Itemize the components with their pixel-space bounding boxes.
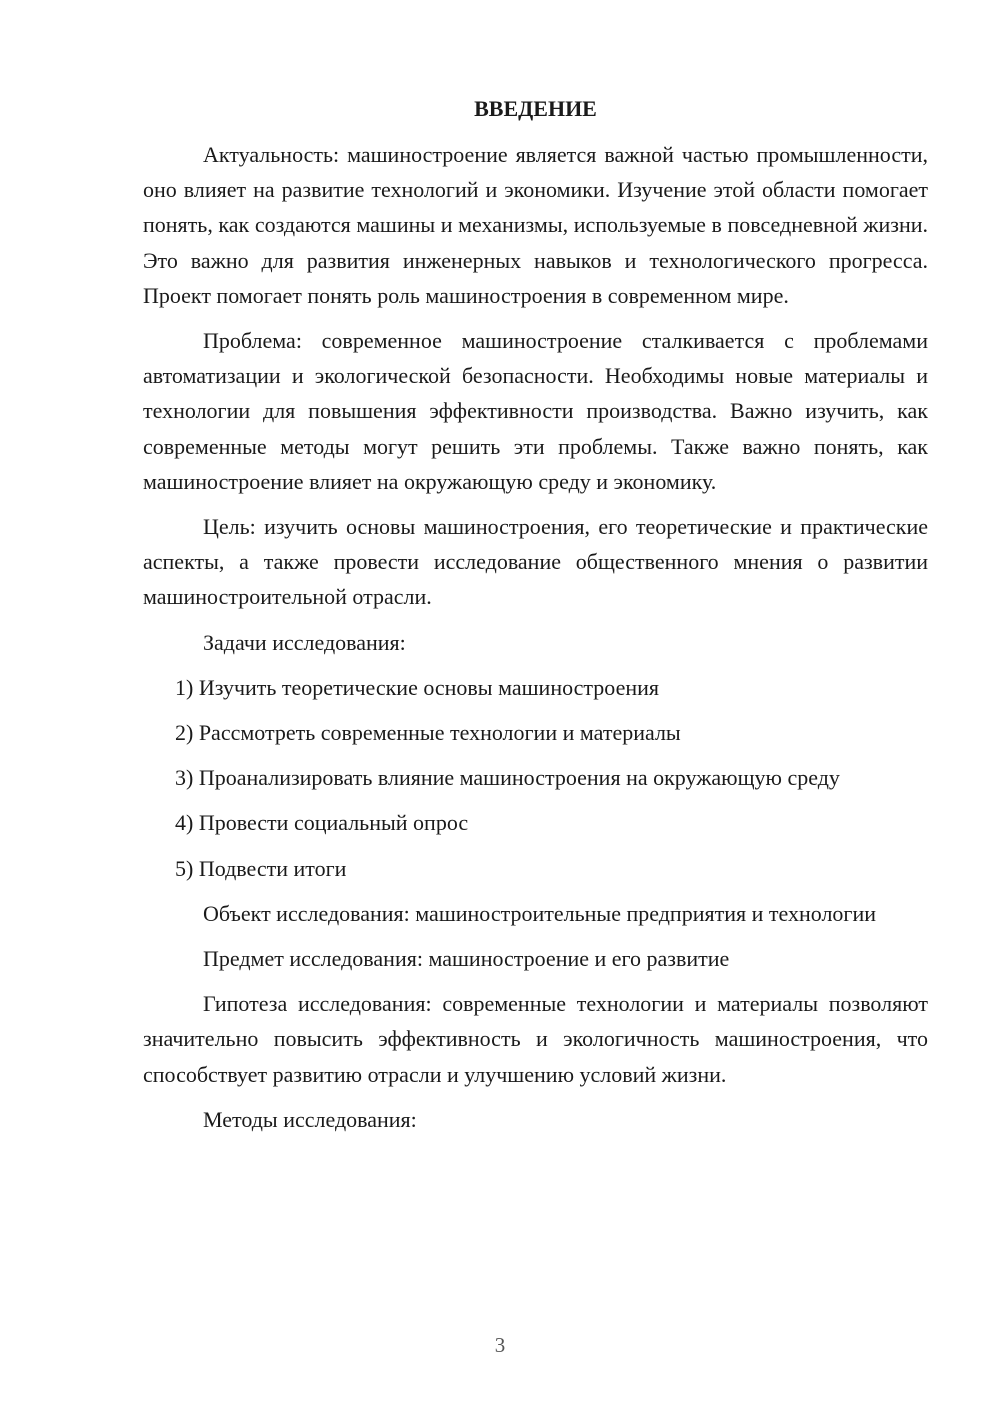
list-item: 1) Изучить теоретические основы машиностроения	[175, 674, 659, 700]
paragraph-subject: Предмет исследования: машиностроение и его развитие	[203, 946, 730, 972]
paragraph-goal: Цель: изучить основы машиностроения, его теоретические и практические аспекты, а также провести исследование общественного мнения о развитии машиностроительной отрасли.	[143, 514, 928, 610]
methods-heading: Методы исследования:	[203, 1106, 417, 1132]
list-item: 5) Подвести итоги	[175, 855, 347, 881]
document-page	[143, 93, 928, 1147]
page-number: 3	[494, 1333, 506, 1357]
paragraph-problem: Проблема: современное машиностроение сталкивается с проблемами автоматизации и экологической безопасности. Необходимы новые материалы и технологии для повышения эффективности производства. Важно изучить, как современные методы могут решить эти проблемы. Также важно понять, как машиностроение влияет на окружающую среду и экономику.	[143, 328, 928, 494]
page-title: ВВЕДЕНИЕ	[474, 96, 597, 121]
list-item: 2) Рассмотреть современные технологии и материалы	[175, 720, 681, 746]
paragraph-hypothesis: Гипотеза исследования: современные технологии и материалы позволяют значительно повысить эффективность и экологичность машиностроения, что способствует развитию отрасли и улучшению условий жизни.	[143, 991, 928, 1087]
tasks-heading: Задачи исследования:	[203, 629, 406, 655]
tasks-list	[143, 670, 928, 886]
list-item: 4) Провести социальный опрос	[175, 810, 469, 836]
list-item: 3) Проанализировать влияние машиностроения на окружающую среду	[175, 765, 840, 791]
paragraph-object: Объект исследования: машиностроительные предприятия и технологии	[203, 900, 876, 926]
paragraph-relevance: Актуальность: машиностроение является важной частью промышленности, оно влияет на развитие технологий и экономики. Изучение этой области помогает понять, как создаются машины и механизмы, используемые в повседневной жизни. Это важно для развития инженерных навыков и технологического прогресса. Проект помогает понять роль машиностроения в современном мире.	[143, 142, 928, 308]
